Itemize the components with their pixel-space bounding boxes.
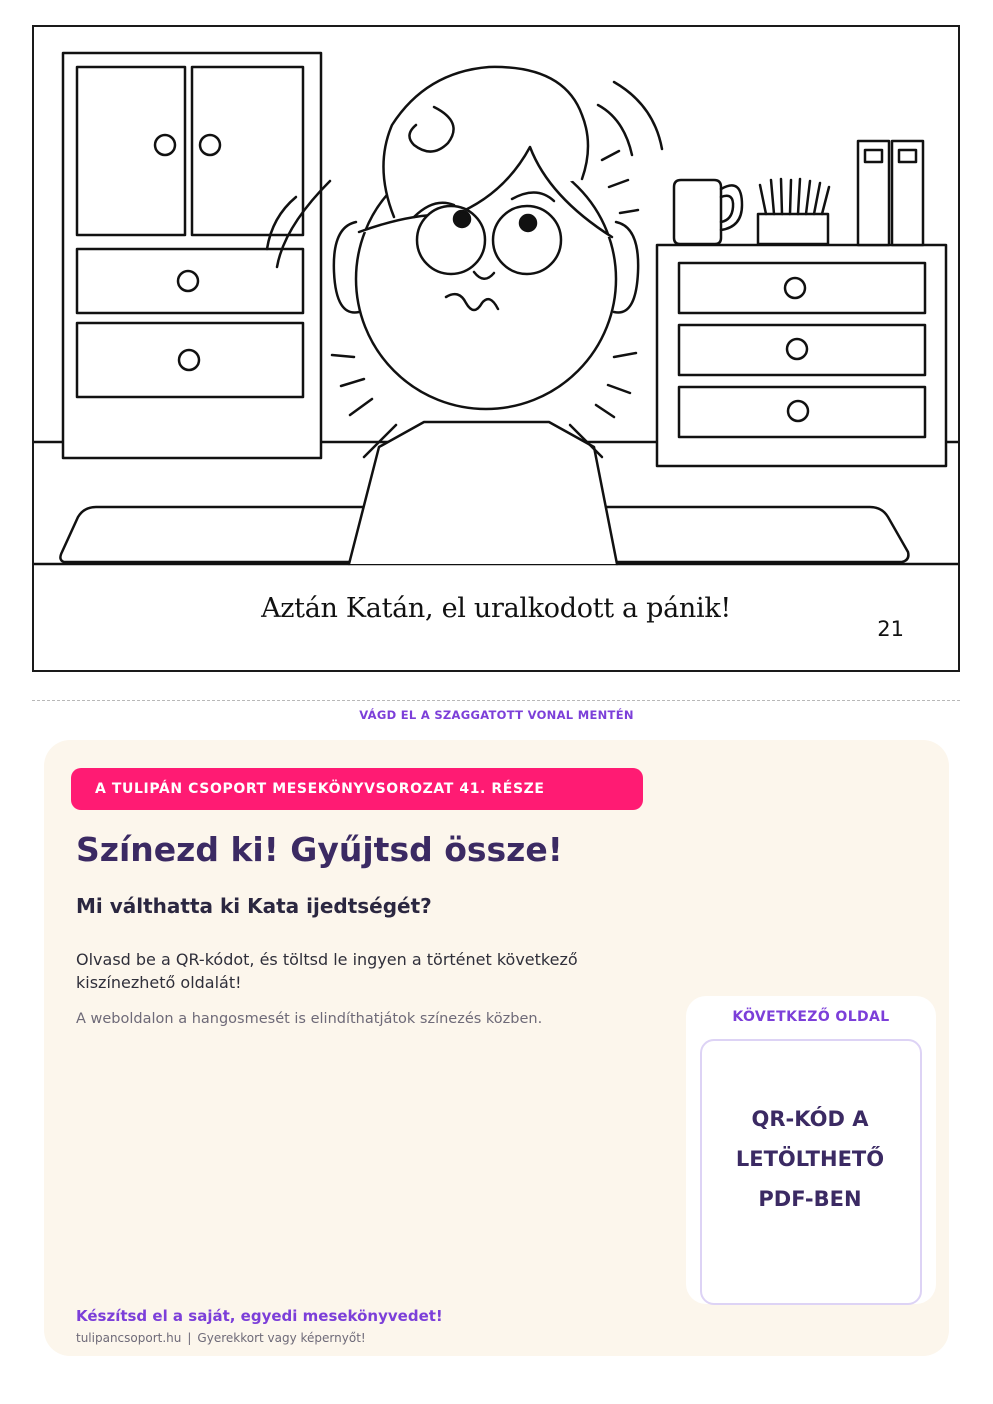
footer-call-to-action: Készítsd el a saját, egyedi mesekönyvedet! — [76, 1307, 443, 1325]
coloring-scene-drawing — [34, 27, 958, 670]
page-number: 21 — [877, 617, 904, 641]
binders — [858, 141, 923, 245]
next-page-qr-panel — [686, 996, 936, 1304]
illustration-caption: Aztán Katán, el uralkodott a pánik! — [261, 593, 731, 624]
mug — [674, 180, 742, 244]
cut-instruction: VÁGD EL A SZAGGATOTT VONAL MENTÉN — [359, 708, 634, 722]
right-dresser — [657, 245, 946, 466]
qr-placeholder-label: QR-KÓD A LETÖLTHETŐ PDF-BEN — [735, 1107, 885, 1211]
instruction-text: Olvasd be a QR-kódot, és töltsd le ingyen a történet következő kiszínezhető oldalát! — [76, 950, 578, 992]
website-link[interactable]: tulipancsoport.hu — [76, 1331, 182, 1345]
pencil-cup — [758, 179, 829, 244]
qr-code-placeholder[interactable] — [700, 1039, 922, 1305]
audio-note: A weboldalon a hangosmesét is elindíthatjátok színezés közben. — [76, 1011, 543, 1027]
footer-meta — [76, 1331, 366, 1345]
cut-line-divider — [32, 700, 960, 701]
series-banner: A TULIPÁN CSOPORT MESEKÖNYVSOROZAT 41. RÉSZE — [71, 768, 643, 810]
promo-card — [44, 740, 949, 1356]
left-cabinet — [63, 53, 321, 458]
coloring-illustration — [32, 25, 960, 672]
girl-figure — [267, 67, 662, 564]
qr-panel-title: KÖVETKEZŐ OLDAL — [732, 1009, 890, 1025]
footer-slogan: Gyerekkort vagy képernyőt! — [197, 1331, 366, 1345]
page-title: Színezd ki! Gyűjtsd össze! — [76, 830, 563, 869]
subtitle: Mi válthatta ki Kata ijedtségét? — [76, 894, 432, 918]
footer-separator: | — [187, 1331, 192, 1345]
